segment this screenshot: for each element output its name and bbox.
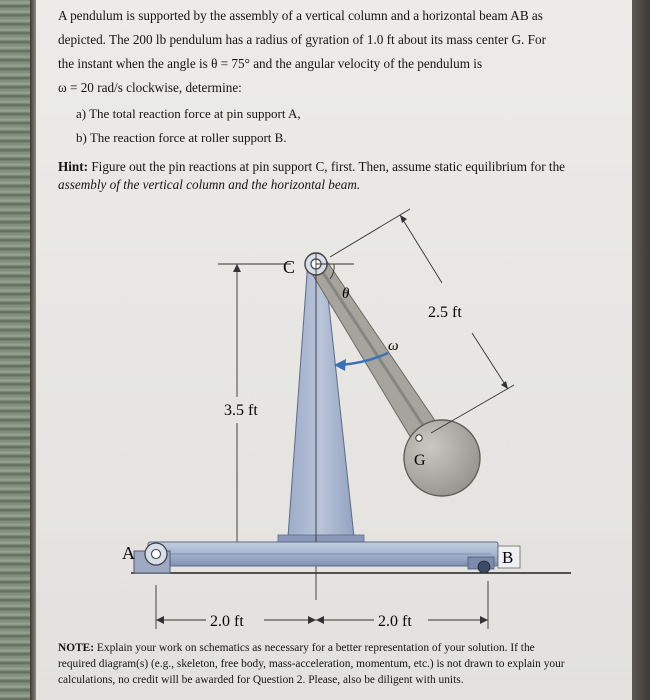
label-C: C (283, 257, 296, 277)
dim-pendulum: 2.5 ft (428, 304, 462, 321)
note-label: NOTE: (58, 642, 95, 654)
problem-line-1: A pendulum is supported by the assembly of a vertical column and a horizontal beam AB as (58, 8, 543, 23)
label-theta: θ (342, 286, 350, 302)
label-omega: ω (388, 338, 399, 354)
pendulum-length-dim-line-2 (472, 333, 508, 389)
pendulum-length-ext-bottom (431, 385, 514, 433)
center-dim-arrow-left (308, 616, 316, 624)
pendulum-length-dim-line-1 (400, 215, 442, 283)
paper-page (36, 0, 632, 700)
note-line-2: required diagram(s) (e.g., skeleton, free body, mass-acceleration, momentum, etc.) is not drawn to explain your (58, 658, 565, 670)
binder-strip (0, 0, 30, 700)
left-dim-arrow (156, 616, 164, 624)
question-a: a) The total reaction force at pin support A, (76, 106, 301, 121)
column-height-arrow-top (233, 264, 241, 272)
dim-left: 2.0 ft (210, 613, 244, 630)
label-A: A (122, 543, 135, 563)
right-dim-arrow (480, 616, 488, 624)
problem-line-3: the instant when the angle is θ = 75° and the angular velocity of the pendulum is (58, 56, 483, 71)
problem-line-2: depicted. The 200 lb pendulum has a radius of gyration of 1.0 ft about its mass center G. For (58, 32, 546, 47)
note-line-1: Explain your work on schematics as necessary for a better representation of your solution. If the (94, 642, 535, 654)
pendulum-length-arrow-bottom (501, 381, 508, 389)
right-edge (632, 0, 650, 700)
question-b: b) The reaction force at roller support B. (76, 130, 287, 145)
pendulum-length-arrow-top (400, 215, 407, 223)
center-dim-arrow-right (316, 616, 324, 624)
dim-right: 2.0 ft (378, 613, 412, 630)
label-G: G (414, 452, 426, 469)
hint-label: Hint: (58, 159, 89, 174)
hint-line-2: assembly of the vertical column and the horizontal beam. (58, 177, 361, 192)
pin-a-inner (152, 550, 161, 559)
pendulum-figure (36, 205, 632, 635)
question-list (76, 102, 301, 150)
roller-b (478, 561, 490, 573)
note-line-3: calculations, no credit will be awarded for Question 2. Please, also be diligent with units. (58, 674, 464, 686)
problem-statement (58, 4, 618, 100)
mass-center-dot (416, 435, 422, 441)
note-block (58, 640, 623, 688)
hint-line-1: Figure out the pin reactions at pin support C, first. Then, assume static equilibrium for the (88, 159, 566, 174)
label-B: B (502, 548, 514, 567)
problem-line-4: ω = 20 rad/s clockwise, determine: (58, 80, 242, 95)
hint-block (58, 158, 618, 194)
pendulum-length-ext-top (330, 209, 410, 257)
dim-column: 3.5 ft (224, 402, 258, 419)
